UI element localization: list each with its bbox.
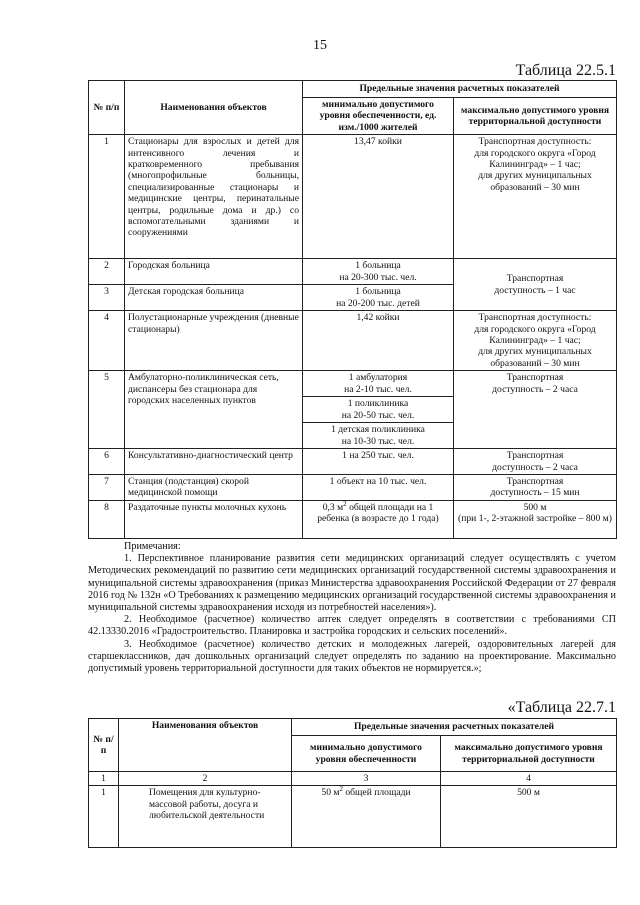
row-num: 5 [89, 371, 125, 449]
row-name: Полустационарные учреждения (дневные стационары) [125, 311, 303, 371]
row-num: 7 [89, 475, 125, 501]
table-row [89, 371, 617, 397]
row-min: 0,3 $м^2$ общей площади на 1 ребенка (в возрасте до 1 года) [303, 500, 454, 538]
note-item: 2. Необходимое (расчетное) количество аптек следует определять в соответствии с требованиями СП 42.13330.2016 «Градостроительство. Планировка и застройка городских и сельских поселений». [88, 614, 616, 638]
header-limits: Предельные значения расчетных показателей [292, 719, 617, 736]
header-limits: Предельные значения расчетных показателей [303, 81, 617, 98]
note-item: 1. Перспективное планирование развития сети медицинских организаций следует осуществлять с учетом Методических рекомендаций по развитию сети медицинских организаций государственной системы здравоохранения и муниципальной системы здравоохранения (приказ Министерства здравоохранения Российской Федерации от 27 февраля 2016 год № 132н «О Требованиях к размещению медицинских организаций государственной системы здравоохранения и муниципальной системы здравоохранения исходя из потребностей населения»). [88, 553, 616, 614]
table-row [89, 475, 617, 501]
row-max: 500 м (при 1-, 2-этажной застройке – 800 м) [454, 500, 617, 538]
row-num: 1 [89, 786, 119, 848]
row-max: 500 м [441, 786, 617, 848]
row-name: Раздаточные пункты молочных кухонь [125, 500, 303, 538]
row-name: Амбулаторно-поликлиническая сеть, диспансеры без стационара для городских населенных пунктов [125, 371, 303, 449]
row-min: 1 на 250 тыс. чел. [303, 449, 454, 475]
row-max: Транспортная доступность – 1 час [454, 259, 617, 311]
row-min-polyclinic: 1 поликлиника на 20-50 тыс. чел. [303, 397, 454, 423]
table-row [89, 449, 617, 475]
row-num: 3 [89, 285, 125, 311]
notes [88, 541, 616, 675]
header-name: Наименования объектов [119, 719, 292, 772]
row-max: Транспортная доступность: для городского округа «Город Калининград» – 1 час; для других муниципальных образований – 30 мин [454, 311, 617, 371]
col-number: 4 [441, 772, 617, 786]
notes-title: Примечания: [124, 541, 181, 552]
header-min: минимально допустимого уровня обеспеченности [292, 736, 441, 772]
row-num: 8 [89, 500, 125, 538]
row-num: 2 [89, 259, 125, 285]
row-min: 50 $м^2$ общей площади [292, 786, 441, 848]
note-item: 3. Необходимое (расчетное) количество детских и молодежных лагерей, оздоровительных лагерей для старшеклассников, дач дошкольных организаций следует определять по заданию на проектирование. Максимально допустимый уровень территориальной доступности для таких объектов не нормируется.»; [88, 638, 616, 675]
col-number: 2 [119, 772, 292, 786]
table-caption-22-7-1: «Таблица 22.7.1 [507, 699, 616, 716]
header-num: № п/п [89, 81, 125, 135]
page-number: 15 [313, 38, 327, 53]
table-row [89, 259, 617, 285]
row-min-children-polyclinic: 1 детская поликлиника на 10-30 тыс. чел. [303, 423, 454, 449]
row-name: Станция (подстанция) скорой медицинской помощи [125, 475, 303, 501]
table-row [89, 500, 617, 538]
row-min-ambulatory: 1 амбулатория на 2-10 тыс. чел. [303, 371, 454, 397]
row-num: 1 [89, 135, 125, 259]
header-num: № п/п [89, 719, 119, 772]
table-row [89, 311, 617, 371]
header-name: Наименования объектов [125, 81, 303, 135]
row-min: 1 больница на 20-300 тыс. чел. [303, 259, 454, 285]
header-min: минимально допустимого уровня обеспеченности, ед. изм./1000 жителей [303, 98, 454, 135]
row-max: Транспортная доступность – 2 часа [454, 449, 617, 475]
row-min: 1 объект на 10 тыс. чел. [303, 475, 454, 501]
table-22-7-1 [88, 718, 617, 848]
header-max: максимально допустимого уровня территориальной доступности [454, 98, 617, 135]
table-row [89, 786, 617, 848]
row-name: Детская городская больница [125, 285, 303, 311]
row-max: Транспортная доступность – 2 часа [454, 371, 617, 449]
header-max: максимально допустимого уровня территориальной доступности [441, 736, 617, 772]
row-name: Консультативно-диагностический центр [125, 449, 303, 475]
row-min: 1,42 койки [303, 311, 454, 371]
row-name: Помещения для культурно-массовой работы, досуга и любительской деятельности [119, 786, 292, 848]
column-numbers-row [89, 772, 617, 786]
row-num: 6 [89, 449, 125, 475]
col-number: 1 [89, 772, 119, 786]
row-name: Стационары для взрослых и детей для интенсивного лечения и кратковременного пребывания (многопрофильные больницы, специализированные стационары и медицинские центры, перинатальные центры, родильные дома и др.) со вспомогательными зданиями и сооружениями [125, 135, 303, 259]
row-name: Городская больница [125, 259, 303, 285]
row-min: 1 больница на 20-200 тыс. детей [303, 285, 454, 311]
row-num: 4 [89, 311, 125, 371]
table-22-5-1 [88, 80, 617, 539]
table-row [89, 135, 617, 259]
table-caption-22-5-1: Таблица 22.5.1 [515, 62, 616, 79]
row-min: 13,47 койки [303, 135, 454, 259]
col-number: 3 [292, 772, 441, 786]
row-max: Транспортная доступность: для городского округа «Город Калининград» – 1 час; для других муниципальных образований – 30 мин [454, 135, 617, 259]
row-max: Транспортная доступность – 15 мин [454, 475, 617, 501]
